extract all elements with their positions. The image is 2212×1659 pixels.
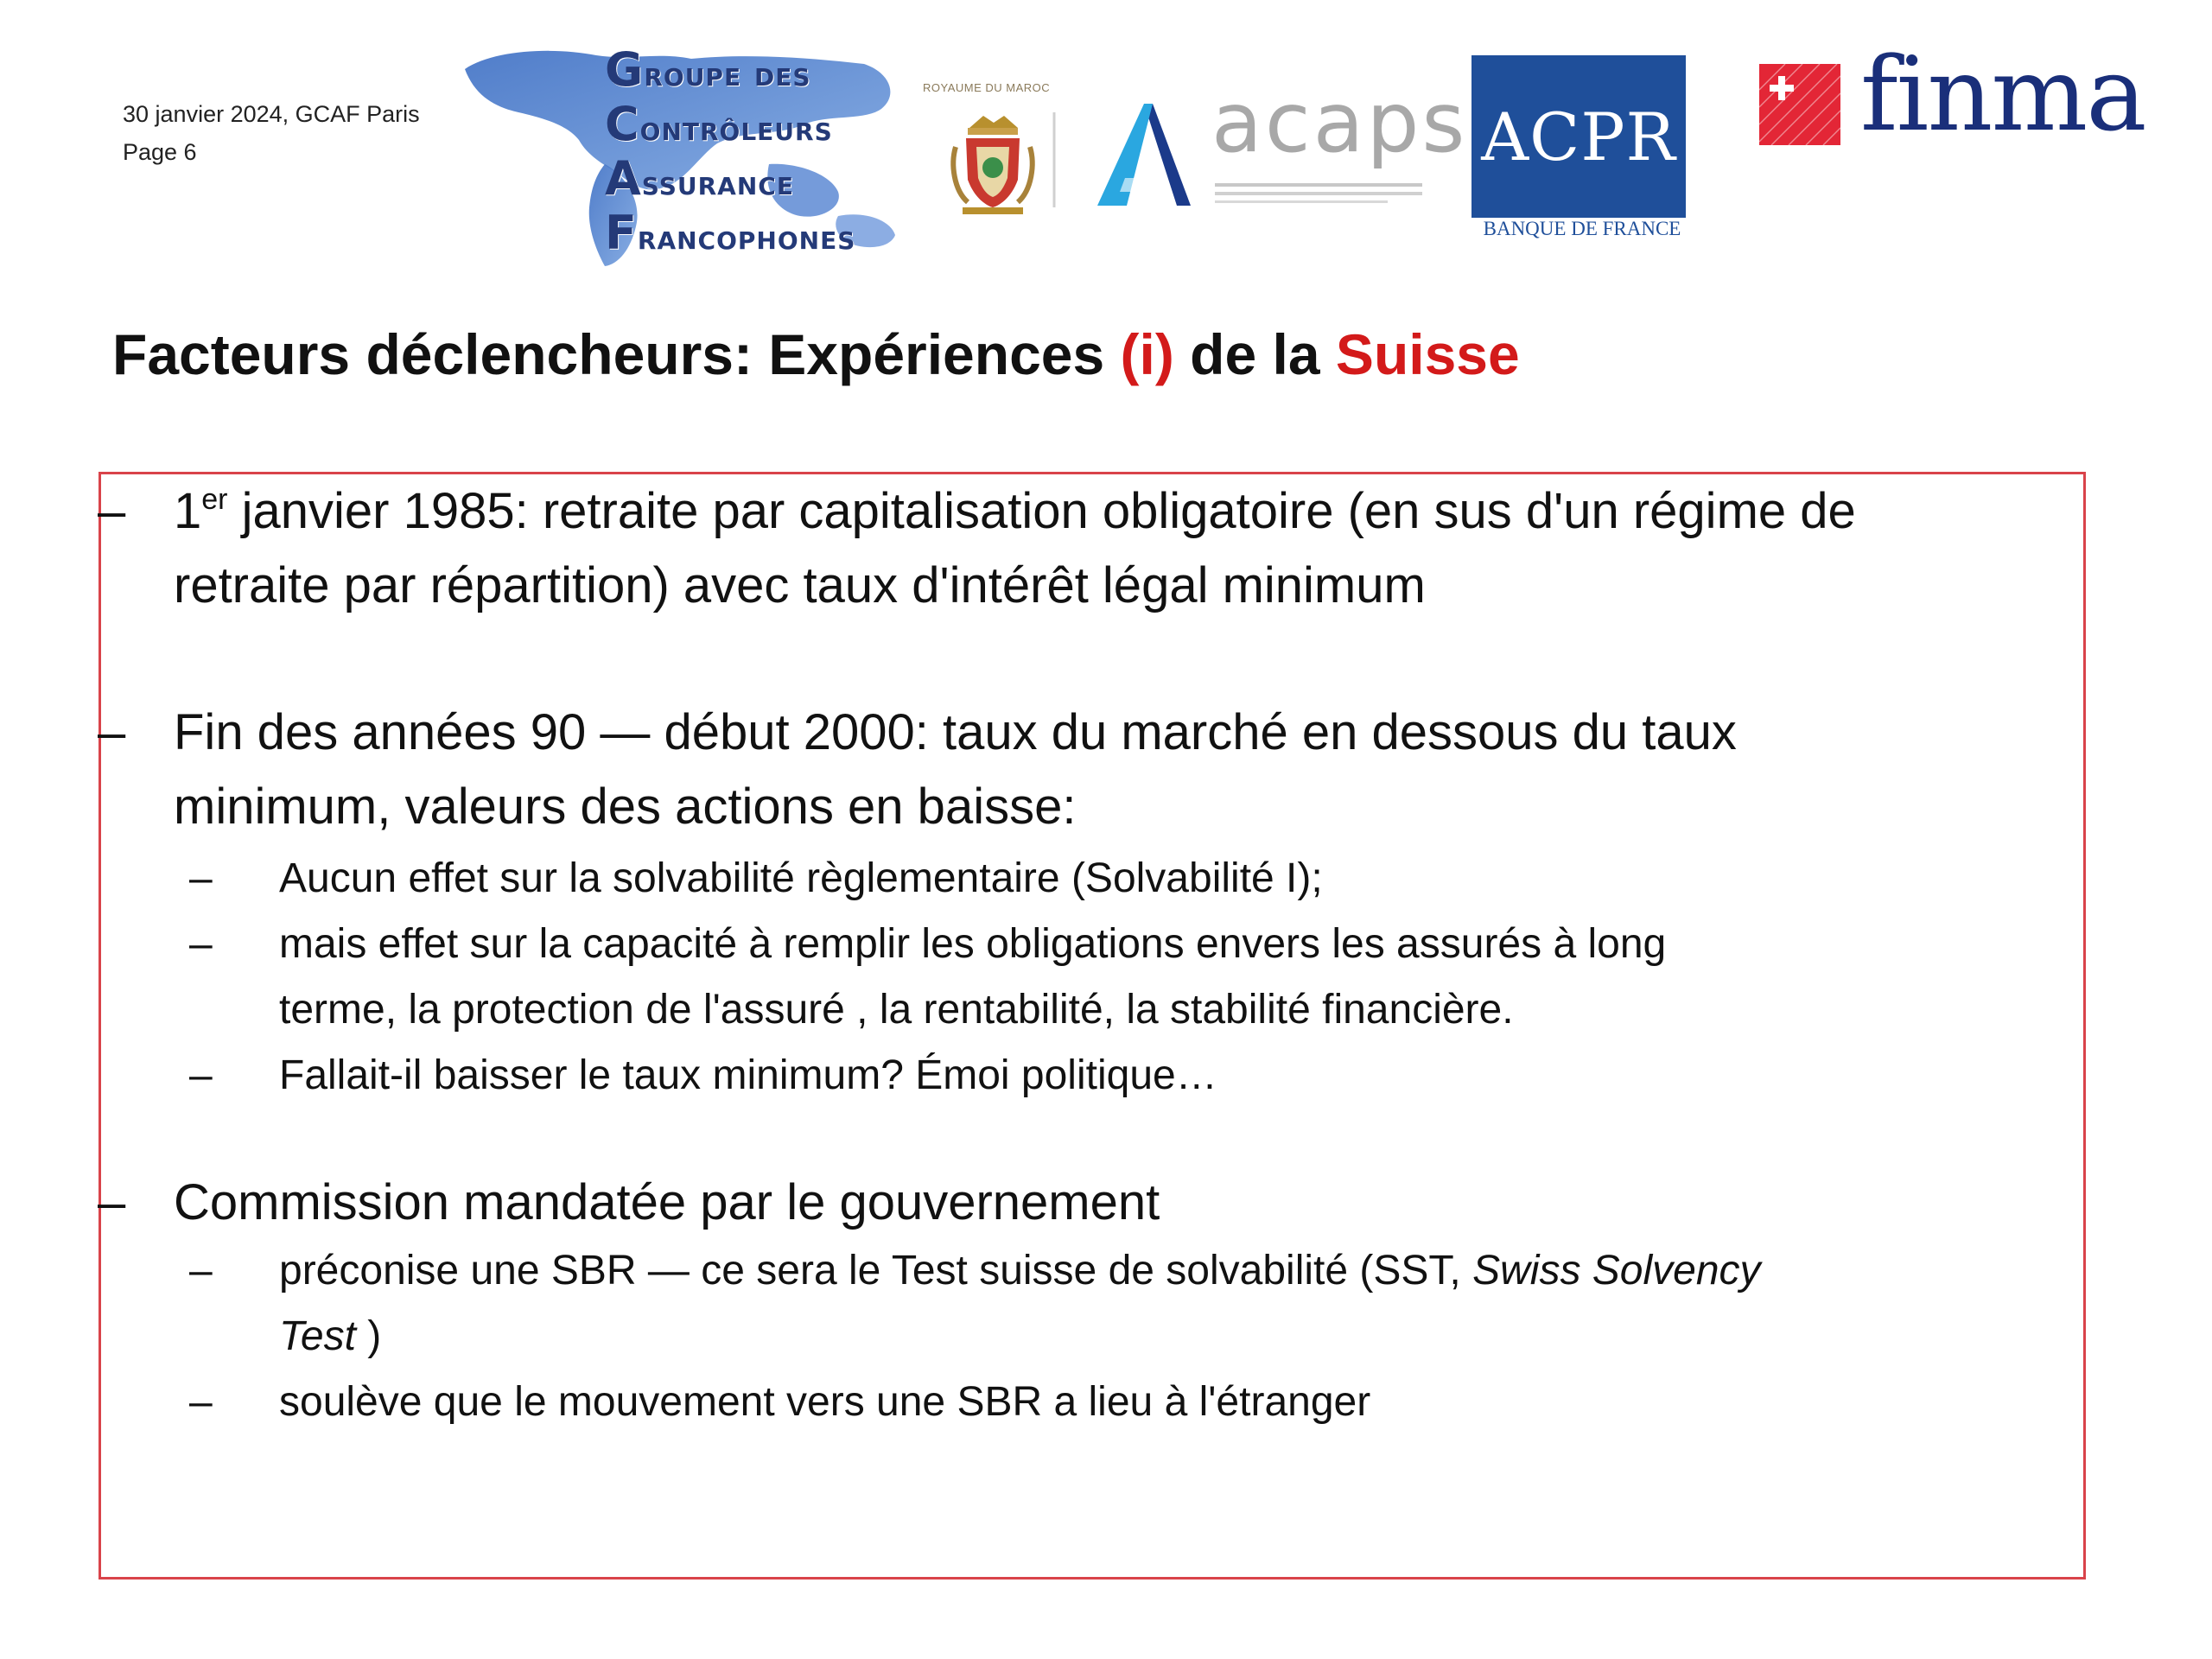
page-number: Page 6 [123, 139, 197, 165]
bullet-2-text: Fin des années 90 — début 2000: taux du marché en dessous du taux minimum, valeurs des actions en baisse: [174, 704, 1737, 835]
sub-bullet-dash: – [189, 855, 213, 901]
bullet-dash: – [98, 483, 126, 539]
acaps-a-icon [1090, 95, 1203, 233]
finma-logo: finma [1759, 55, 2122, 159]
gcaf-logo [458, 35, 907, 268]
sub-bullet-dash: – [189, 921, 213, 967]
content-box: – 1er janvier 1985: retraite par capitalisation obligatoire (en sus d'un régime de retraite par répartition) avec taux d'intérêt légal minimum – Fin des années 90 — début 2000: taux du marché en dessous du taux minimum, valeurs des actions en baisse: – Aucun effet sur la solvabilité règlementaire (Solvabilité I); – mais effet sur la capacité à remplir les obligations envers les assurés à long terme, la protection de l'assuré , la rentabilité, la stabilité financière. – Fallait-il baisser le taux minimum? Émoi politique… – Commission mandatée par le gouvernement – préconise une SBR — ce sera le Test suisse de solvabilité (SST, Swiss Solvency Test ) – soulève que le mouvement vers une SBR a lieu à l'étranger [99, 472, 2086, 1580]
royaume-du-maroc-logo: ROYAUME DU MAROC [916, 78, 1071, 225]
bullet-dash: – [98, 704, 126, 760]
bullet-3-text: Commission mandatée par le gouvernement [174, 1174, 1160, 1230]
slide-title [112, 321, 1520, 387]
coat-of-arms-icon [916, 78, 1071, 225]
swiss-cross-icon [1759, 64, 1846, 150]
title-part-4: Suisse [1335, 322, 1520, 386]
sub-bullet-dash: – [189, 1379, 213, 1425]
title-part-1: Facteurs déclencheurs: Expériences [112, 322, 1121, 386]
gcaf-wordmark: Groupe des Contrôleurs Assurance Francophones [605, 42, 856, 260]
acaps-logo: acaps [1090, 86, 1436, 225]
sub-bullet-dash: – [189, 1052, 213, 1098]
title-part-3: de la [1173, 322, 1336, 386]
title-part-2: (i) [1120, 322, 1174, 386]
sub-bullet-dash: – [189, 1248, 213, 1294]
acaps-subtitle-icon [1215, 181, 1440, 207]
slide-meta [123, 95, 420, 171]
date-location: 30 janvier 2024, GCAF Paris [123, 101, 420, 127]
bullet-dash: – [98, 1174, 126, 1230]
bullet-1-text: 1er janvier 1985: retraite par capitalisation obligatoire (en sus d'un régime de retraite par répartition) avec taux d'intérêt légal minimum [174, 483, 1856, 613]
acpr-logo: ACPR BANQUE DE FRANCE [1471, 55, 1693, 263]
